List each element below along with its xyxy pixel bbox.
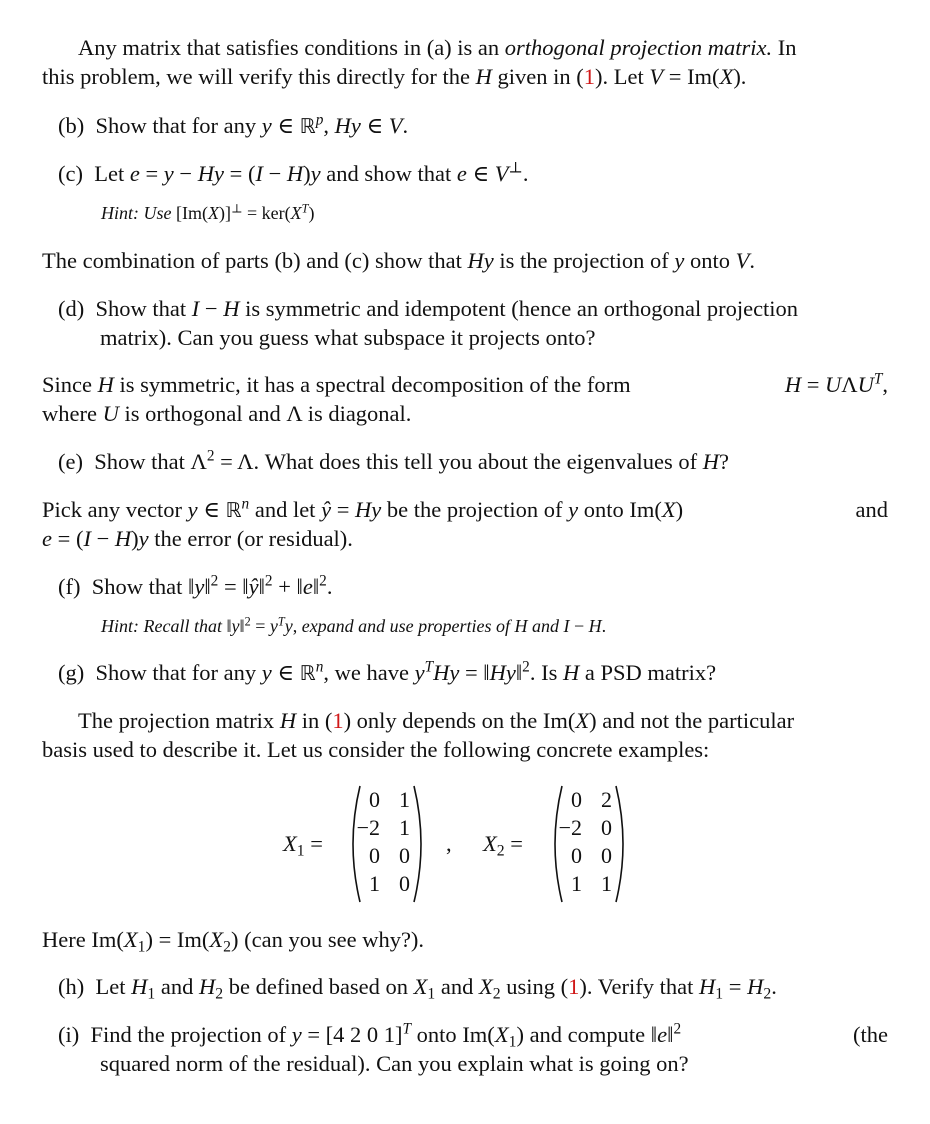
matrix-cell: 0 (399, 871, 410, 896)
intro-line-1: Any matrix that satisfies conditions in (a) is an orthogonal projection matrix. In (78, 35, 797, 60)
matrix-cell: 0 (369, 843, 380, 868)
matrix-cell: 1 (399, 815, 410, 840)
part-h: (h) Let $H_1$ and $H_2$ be defined based on $X_1$ and $X_2$ using (1). Verify that $H_1 = H_2$. (58, 974, 777, 1003)
matrix-cell: 0 (601, 815, 612, 840)
here-text: Here $Im(X_1) = Im(X_2)$ (can you see why?). (42, 927, 425, 956)
matrix-x2 (550, 784, 628, 904)
spectral-line-1: Since H is symmetric, it has a spectral decomposition of the form $H = U\Lambda U^T$, (42, 370, 888, 397)
projection-line-2: basis used to describe it. Let us consider the following concrete examples: (42, 737, 710, 762)
part-d-line-2: matrix). Can you guess what subspace it projects onto? (100, 325, 596, 350)
matrix-cell: −2 (356, 815, 380, 840)
equation-ref-link[interactable]: 1 (583, 64, 596, 89)
pick-line-2: e = (I − H)y the error (or residual). (42, 526, 353, 551)
matrix-cell: 1 (369, 871, 380, 896)
equation-ref-link[interactable]: 1 (332, 708, 344, 733)
matrix-cell: −2 (558, 815, 582, 840)
equation-ref-link[interactable]: 1 (568, 974, 580, 999)
intro-line-2: this problem, we will verify this directly for the H given in (1). Let V = Im(X). (42, 64, 747, 89)
matrix-cell: 0 (601, 843, 612, 868)
matrix-x1-label: $X_1$ = (283, 831, 323, 860)
matrix-cell: 2 (601, 787, 612, 812)
combination-text: The combination of parts (b) and (c) show that Hy is the projection of y onto V. (42, 248, 755, 273)
matrix-x2-label: $X_2$ = (483, 831, 523, 860)
hint-f: Hint: Recall that ‖y‖$^2$ = $y^Ty$, expand and use properties of H and I − H. (101, 614, 607, 636)
part-b: (b) Show that for any y ∈ ℝ$^p$, Hy ∈ V. (58, 111, 409, 138)
matrix-cell: 1 (601, 871, 612, 896)
matrix-cell: 0 (571, 843, 582, 868)
matrix-x1 (348, 784, 426, 904)
projection-line-1: The projection matrix H in (1) only depends on the Im(X) and not the particular (78, 708, 795, 733)
spectral-line-2: where U is orthogonal and Λ is diagonal. (42, 401, 412, 426)
part-i-line-2: squared norm of the residual). Can you explain what is going on? (100, 1051, 689, 1076)
part-i-line-1: (i) Find the projection of y = [4 2 0 1]$^T$ onto $Im(X_1)$ and compute ‖e‖$^2$ (the (58, 1020, 888, 1051)
hint-c: Hint: Use $[Im(X)]^\perp = ker(X^T)$ (101, 201, 315, 223)
matrix-cell: 0 (571, 787, 582, 812)
matrix-cell: 1 (399, 787, 410, 812)
part-c: (c) Let e = y − Hy = (I − H)y and show that e ∈ V⊥. (58, 159, 529, 186)
part-e: (e) Show that $\Lambda^2 = \Lambda$. What does this tell you about the eigenvalues of H? (58, 447, 730, 474)
part-d-line-1: (d) Show that I − H is symmetric and idempotent (hence an orthogonal projection (58, 296, 799, 321)
matrix-separator: , (446, 831, 452, 856)
matrix-cell: 0 (399, 843, 410, 868)
matrix-cell: 1 (571, 871, 582, 896)
pick-line-1: Pick any vector y ∈ ℝ$^n$ and let ŷ = Hy be the projection of y onto Im(X) and (42, 495, 888, 522)
matrix-cell: 0 (369, 787, 380, 812)
part-f: (f) Show that ‖y‖$^2$ = ‖ŷ‖$^2$ + ‖e‖$^2$. (58, 572, 333, 599)
part-g: (g) Show that for any y ∈ ℝ$^n$, we have $y^THy$ = ‖Hy‖$^2$. Is H a PSD matrix? (58, 658, 717, 685)
